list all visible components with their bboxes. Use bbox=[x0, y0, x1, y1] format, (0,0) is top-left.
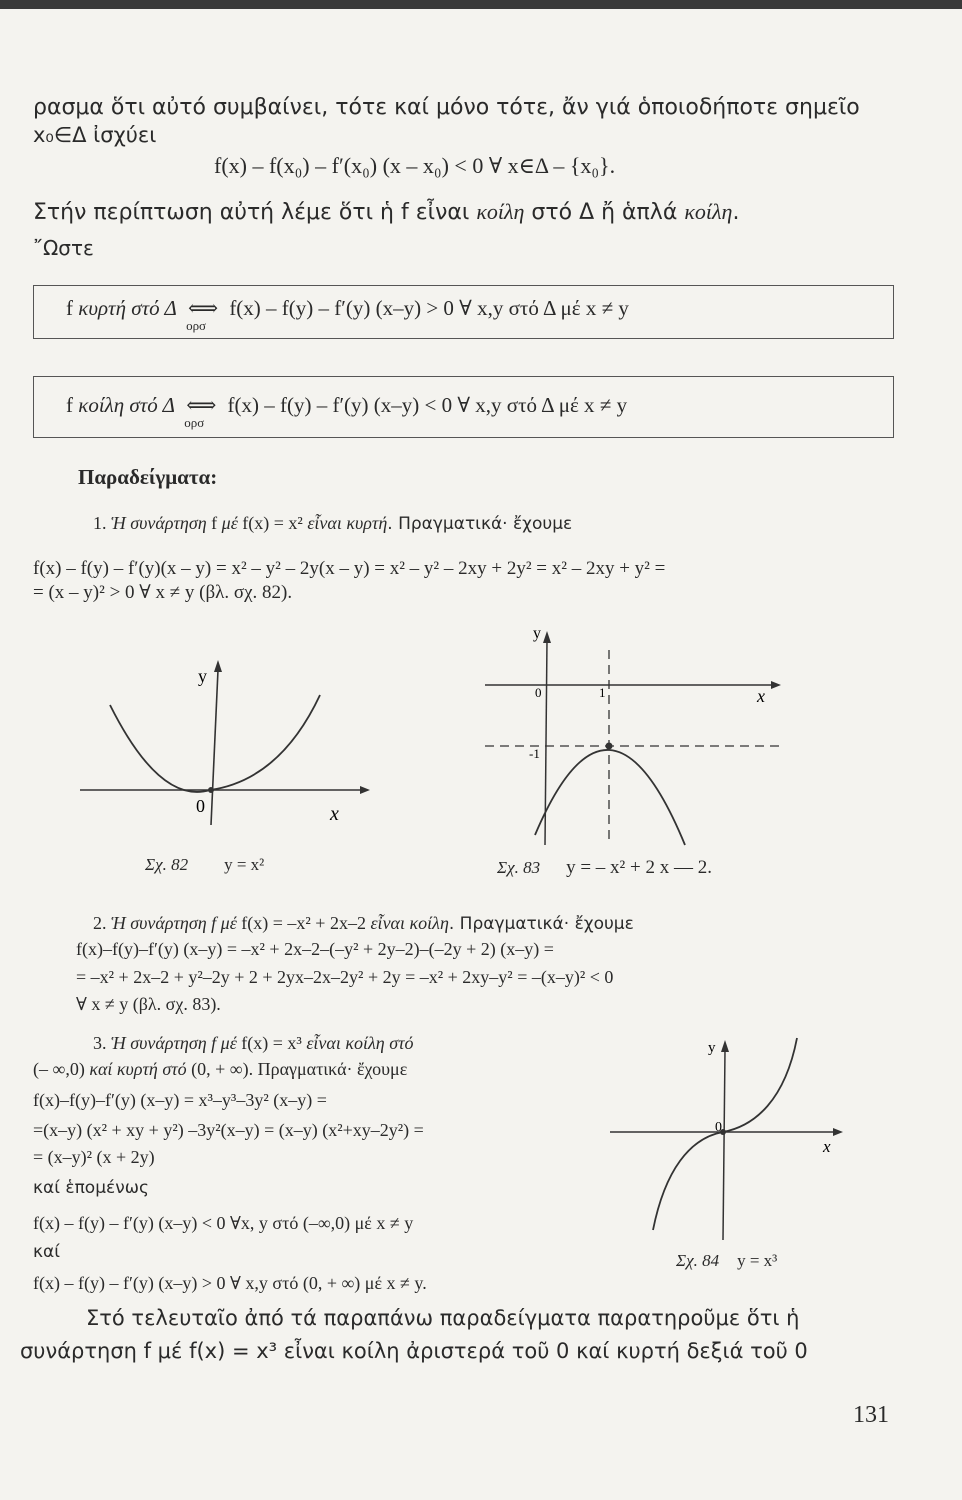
example-3-line-6: καί ἑπομένως bbox=[33, 1178, 149, 1198]
example-3-line-5: = (x–y)² (x + 2y) bbox=[33, 1147, 155, 1167]
text-line-1: ρασμα ὅτι αὐτό συμβαίνει, τότε καί μόνο τότε, ἄν γιά ὁποιοδήποτε σημεῖο bbox=[33, 95, 860, 120]
example-3-line-4: =(x–y) (x² + xy + y²) –3y²(x–y) = (x–y) (x²+xy–2y²) = bbox=[33, 1120, 424, 1140]
fig83-one-label: 1 bbox=[599, 685, 606, 700]
fig82-y-axis bbox=[211, 670, 218, 825]
concave-definition: f κοίλη στό Δ ⟺ ορσ f(x) – f(y) – f′(y) (x–y) < 0 ∀ x,y στό Δ μέ x ≠ y bbox=[66, 393, 628, 430]
example-3-statement: 3. Ἡ συνάρτηση f μέ f(x) = x³ εἶναι κοίλη στό bbox=[93, 1033, 414, 1053]
page-number: 131 bbox=[853, 1402, 889, 1428]
fig82-x-label: x bbox=[330, 803, 339, 825]
fig83-y-label: y bbox=[533, 625, 541, 642]
fig84-x-arrow-icon bbox=[833, 1128, 843, 1136]
fig83-origin-label: 0 bbox=[535, 685, 542, 700]
example-2-statement: 2. Ἡ συνάρτηση f μέ f(x) = –x² + 2x–2 εἶναι κοίλη. Πραγματικά· ἔχουμε bbox=[93, 913, 634, 934]
example-2-line-3: = –x² + 2x–2 + y²–2y + 2 + 2yx–2x–2y² + 2y = –x² + 2xy–y² = –(x–y)² < 0 bbox=[76, 967, 614, 987]
example-2-line-4: ∀ x ≠ y (βλ. σχ. 83). bbox=[76, 994, 221, 1014]
fig84-y-arrow-icon bbox=[721, 1040, 729, 1052]
definition-box-convex bbox=[33, 285, 894, 339]
figure-84-cubic bbox=[605, 1030, 865, 1245]
fig82-origin-label: 0 bbox=[196, 796, 205, 816]
fig82-x-arrow-icon bbox=[360, 786, 370, 794]
fig84-y-label: y bbox=[708, 1040, 716, 1056]
example-3-line-7: f(x) – f(y) – f′(y) (x–y) < 0 ∀x, y στό (–∞,0) μέ x ≠ y bbox=[33, 1213, 414, 1233]
fig83-y-arrow-icon bbox=[543, 631, 551, 643]
figure-83-parabola bbox=[475, 615, 795, 850]
example-3-line-8: καί bbox=[33, 1242, 60, 1262]
example-3-line-3: f(x)–f(y)–f′(y) (x–y) = x³–y³–3y² (x–y) = bbox=[33, 1090, 327, 1110]
fig83-curve bbox=[535, 750, 685, 845]
example-3-line-2: (– ∞,0) καί κυρτή στό (0, + ∞). Πραγματικά· ἔχουμε bbox=[33, 1059, 408, 1079]
fig82-y-label: y bbox=[198, 666, 207, 686]
fig83-x-label: x bbox=[757, 686, 765, 706]
example-1-statement: 1. Ἡ συνάρτηση f μέ f(x) = x² εἶναι κυρτή. Πραγματικά· ἔχουμε bbox=[93, 513, 573, 534]
figure-83-caption: Σχ. 83 y = – x² + 2 x — 2. bbox=[497, 857, 712, 878]
examples-heading: Παραδείγματα: bbox=[78, 465, 218, 489]
closing-line-2: συνάρτηση f μέ f(x) = x³ εἶναι κοίλη ἀριστερά τοῦ 0 καί κυρτή δεξιά τοῦ 0 bbox=[20, 1339, 808, 1363]
fig82-y-arrow-icon bbox=[214, 660, 222, 672]
fig84-x-label: x bbox=[823, 1137, 831, 1156]
figure-84-caption: Σχ. 84 y = x³ bbox=[676, 1251, 778, 1270]
figure-82-caption: Σχ. 82 y = x² bbox=[145, 855, 265, 874]
figure-82-parabola bbox=[80, 650, 380, 830]
fig84-y-axis bbox=[723, 1050, 725, 1240]
scan-top-edge bbox=[0, 0, 962, 9]
example-3-line-9: f(x) – f(y) – f′(y) (x–y) > 0 ∀ x,y στό (0, + ∞) μέ x ≠ y. bbox=[33, 1273, 427, 1293]
fig83-x-arrow-icon bbox=[771, 681, 781, 689]
fig84-origin-label: 0 bbox=[715, 1120, 722, 1135]
convex-definition: f κυρτή στό Δ ⟺ ορσ f(x) – f(y) – f′(y) (x–y) > 0 ∀ x,y στό Δ μέ x ≠ y bbox=[66, 296, 629, 333]
equivalence-arrow-icon: ⟺ ορσ bbox=[184, 393, 217, 430]
text-line-4: Στήν περίπτωση αὐτή λέμε ὅτι ἡ f εἶναι κοίλη στό Δ ἤ ἁπλά κοίλη. bbox=[33, 199, 740, 225]
fig83-minus-one-label: -1 bbox=[529, 746, 540, 761]
text-line-2: x₀∈Δ ἰσχύει bbox=[33, 123, 157, 147]
definition-box-concave bbox=[33, 376, 894, 438]
example-1-line-3: = (x – y)² > 0 ∀ x ≠ y (βλ. σχ. 82). bbox=[33, 582, 293, 603]
fig82-origin-point bbox=[208, 787, 214, 793]
text-line-5: ῎Ωστε bbox=[33, 236, 94, 260]
equivalence-arrow-icon: ⟺ ορσ bbox=[186, 296, 219, 333]
closing-line-1: Στό τελευταῖο ἀπό τά παραπάνω παραδείγματα παρατηροῦμε ὅτι ἡ bbox=[86, 1306, 800, 1330]
formula-concave-definition: f(x) – f(x₀) – f′(x₀) (x – x₀) < 0 ∀ x∈Δ – {x₀}. bbox=[214, 153, 616, 178]
fig83-vertex-point bbox=[606, 743, 613, 750]
example-2-line-2: f(x)–f(y)–f′(y) (x–y) = –x² + 2x–2–(–y² + 2y–2)–(–2y + 2) (x–y) = bbox=[76, 939, 554, 959]
example-1-line-2: f(x) – f(y) – f′(y)(x – y) = x² – y² – 2y(x – y) = x² – y² – 2xy + 2y² = x² – 2xy + y² = bbox=[33, 558, 666, 579]
